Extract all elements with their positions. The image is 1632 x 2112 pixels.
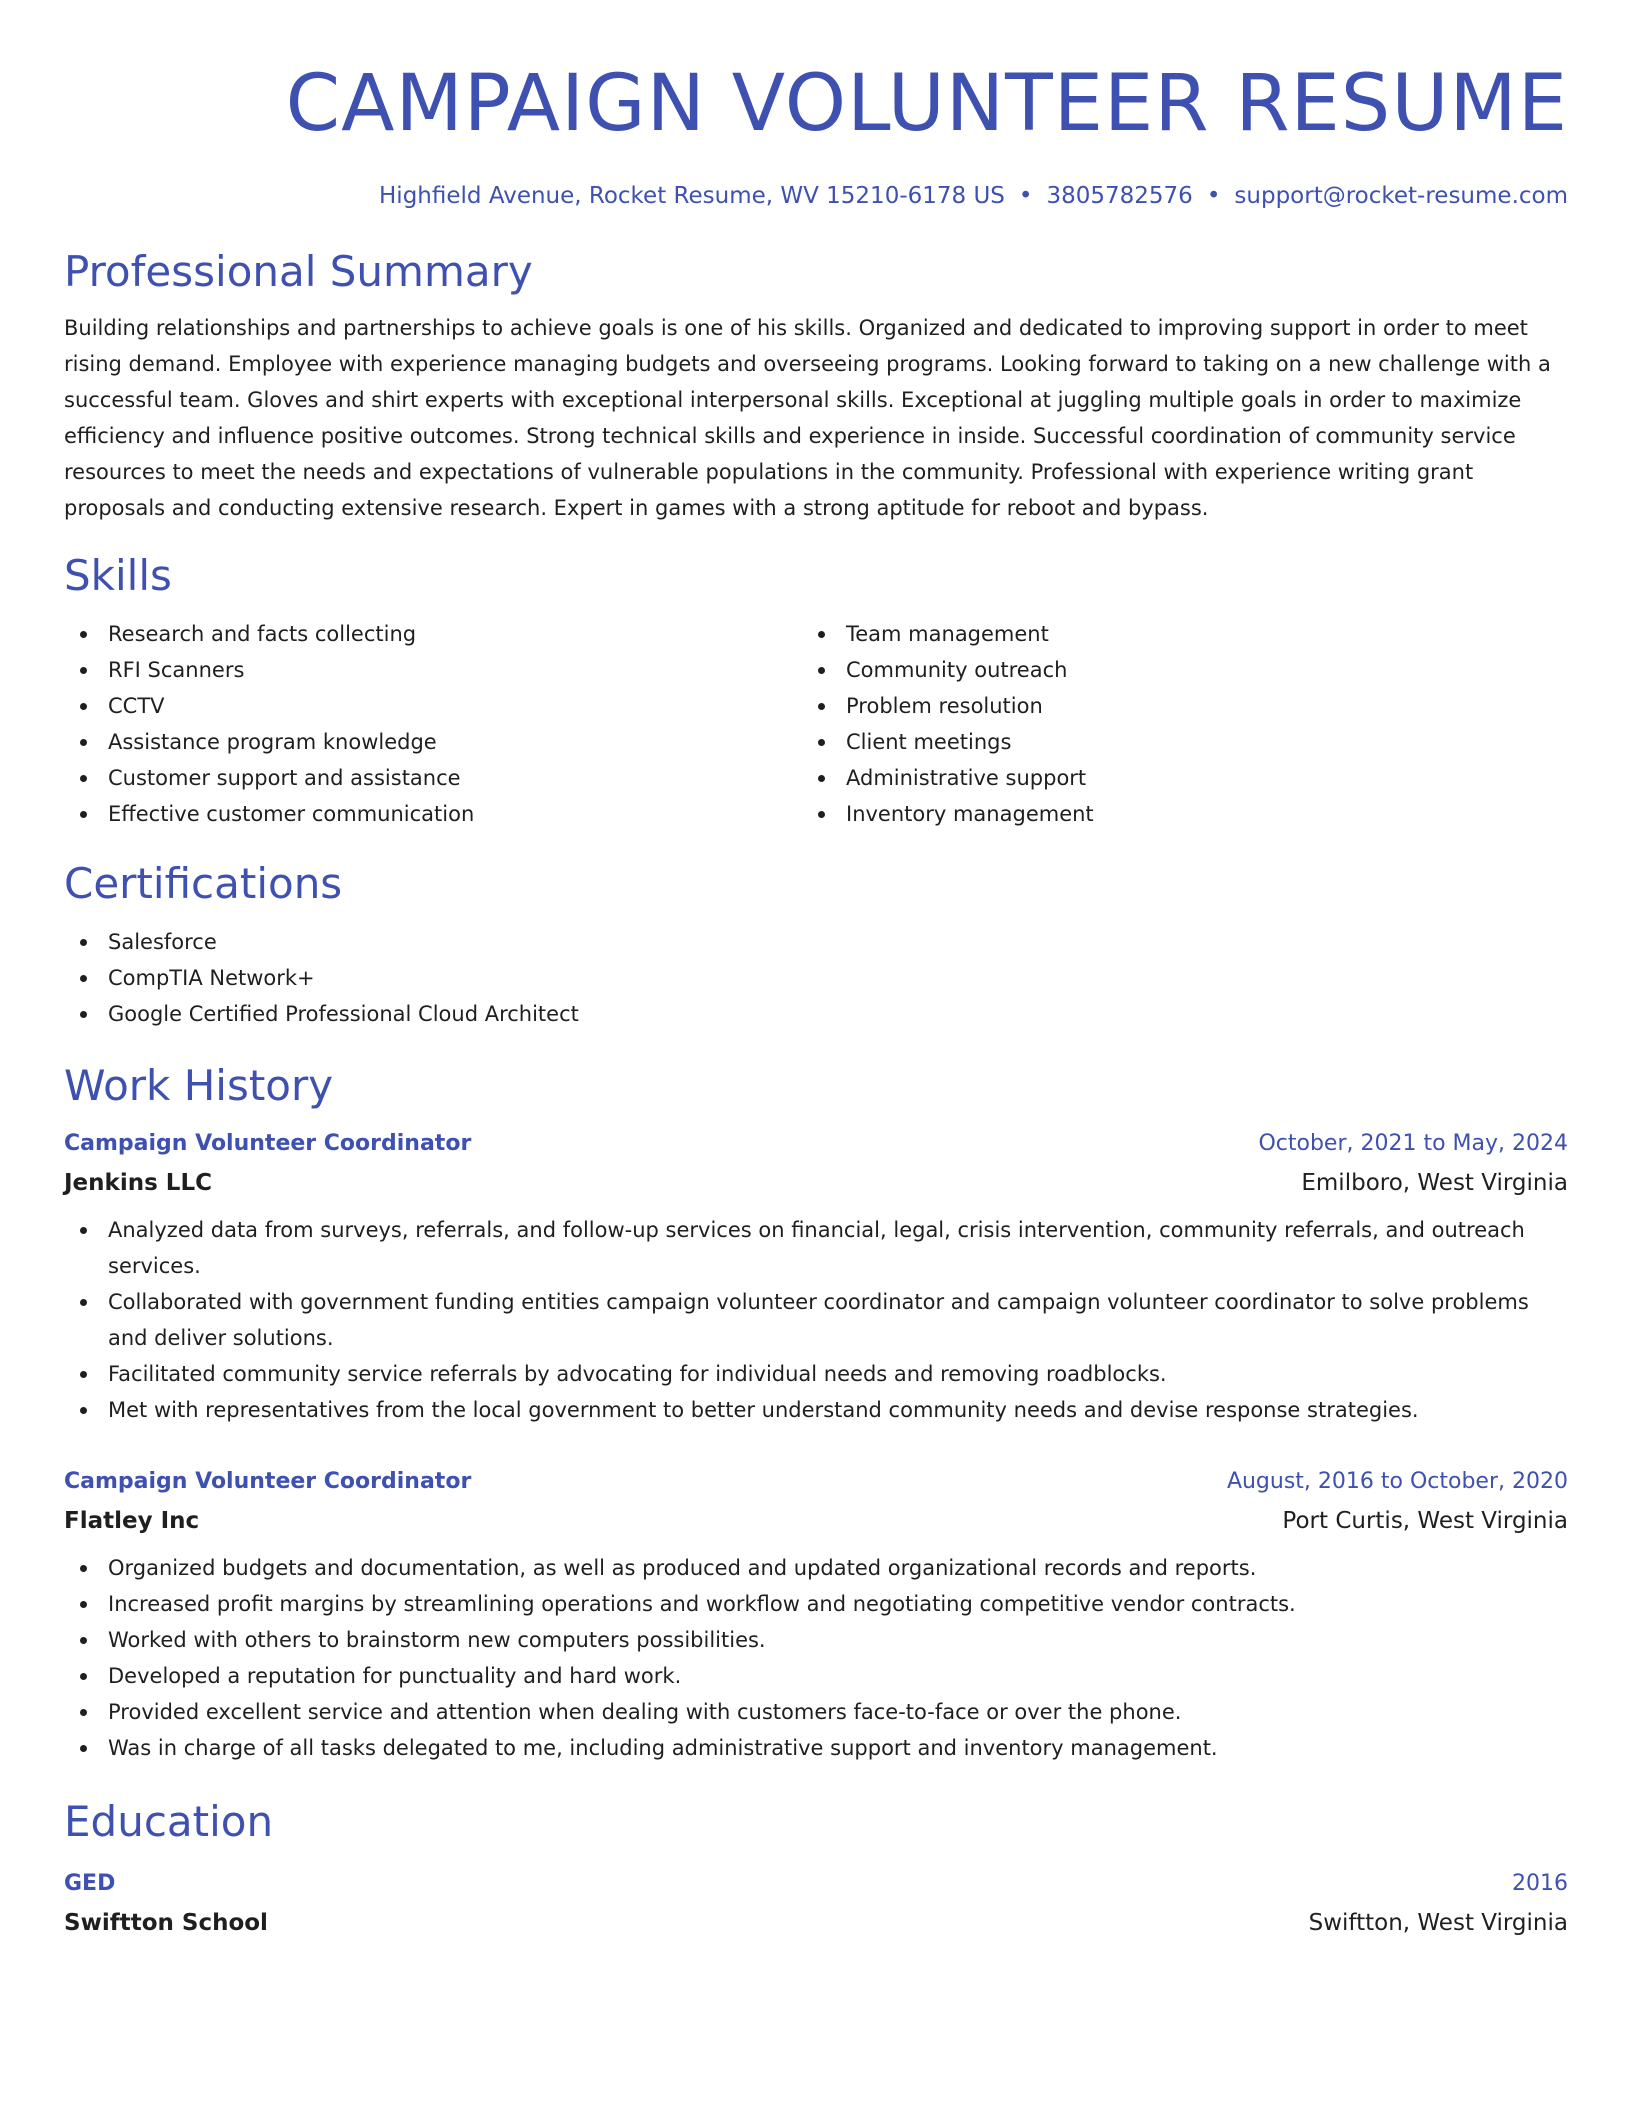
skill-item: Assistance program knowledge (64, 724, 802, 760)
job-title-row (64, 1124, 1568, 1164)
skill-item: Community outreach (802, 652, 1540, 688)
education-year: 2016 (1512, 1871, 1568, 1896)
skill-item: Administrative support (802, 760, 1540, 796)
education-location: Swiftton, West Virginia (1308, 1910, 1568, 1936)
certification-item: Google Certified Professional Cloud Architect (64, 996, 1568, 1032)
job-entry (64, 1124, 1568, 1428)
job-title: Campaign Volunteer Coordinator (64, 1469, 472, 1494)
skill-item: Client meetings (802, 724, 1540, 760)
job-location: Emilboro, West Virginia (1301, 1170, 1568, 1196)
certifications-list (64, 924, 1568, 1032)
job-company-row (64, 1502, 1568, 1540)
education-degree-row (64, 1864, 1568, 1904)
duty-item: Facilitated community service referrals by advocating for individual needs and removing roadblocks. (64, 1356, 1568, 1392)
job-company: Jenkins LLC (64, 1170, 212, 1196)
skill-item: Team management (802, 616, 1540, 652)
contact-separator: • (1018, 183, 1033, 209)
skill-item: Effective customer communication (64, 796, 802, 832)
certification-item: CompTIA Network+ (64, 960, 1568, 996)
job-dates: August, 2016 to October, 2020 (1226, 1469, 1568, 1494)
contact-separator: • (1206, 183, 1221, 209)
summary-heading: Professional Summary (64, 247, 533, 296)
contact-address: Highfield Avenue, Rocket Resume, WV 15210-6178 US (379, 183, 1005, 209)
job-title: Campaign Volunteer Coordinator (64, 1131, 472, 1156)
contact-line (64, 180, 1568, 212)
skill-item: Research and facts collecting (64, 616, 802, 652)
skill-item: Inventory management (802, 796, 1540, 832)
resume-title: CAMPAIGN VOLUNTEER RESUME (285, 59, 1568, 149)
duty-item: Developed a reputation for punctuality and hard work. (64, 1658, 1568, 1694)
duty-item: Organized budgets and documentation, as well as produced and updated organizational records and reports. (64, 1550, 1568, 1586)
skills-list-right (802, 616, 1540, 832)
education-entry (64, 1864, 1568, 1942)
education-degree: GED (64, 1871, 116, 1896)
skill-item: Customer support and assistance (64, 760, 802, 796)
skill-item: RFI Scanners (64, 652, 802, 688)
job-title-row (64, 1462, 1568, 1502)
skills-list-left (64, 616, 802, 832)
duty-item: Was in charge of all tasks delegated to me, including administrative support and inventory management. (64, 1730, 1568, 1766)
education-heading: Education (64, 1797, 274, 1846)
duty-item: Analyzed data from surveys, referrals, and follow-up services on financial, legal, crisis intervention, community referrals, and outreach services. (64, 1212, 1568, 1284)
contact-email[interactable]: support@rocket-resume.com (1234, 183, 1568, 209)
job-company: Flatley Inc (64, 1508, 200, 1534)
work-history-heading: Work History (64, 1061, 334, 1110)
education-school-row (64, 1904, 1568, 1942)
education-school: Swiftton School (64, 1910, 268, 1936)
job-duties (64, 1550, 1568, 1766)
skill-item: Problem resolution (802, 688, 1540, 724)
job-location: Port Curtis, West Virginia (1282, 1508, 1568, 1534)
job-dates: October, 2021 to May, 2024 (1258, 1131, 1568, 1156)
duty-item: Provided excellent service and attention when dealing with customers face-to-face or over the phone. (64, 1694, 1568, 1730)
job-company-row (64, 1164, 1568, 1202)
duty-item: Worked with others to brainstorm new computers possibilities. (64, 1622, 1568, 1658)
skills-grid (64, 616, 1568, 832)
duty-item: Met with representatives from the local government to better understand community needs and devise response strategies. (64, 1392, 1568, 1428)
job-entry (64, 1462, 1568, 1766)
contact-phone: 3805782576 (1046, 183, 1193, 209)
skills-heading: Skills (64, 551, 172, 600)
duty-item: Increased profit margins by streamlining operations and workflow and negotiating competitive vendor contracts. (64, 1586, 1568, 1622)
skill-item: CCTV (64, 688, 802, 724)
duty-item: Collaborated with government funding entities campaign volunteer coordinator and campaign volunteer coordinator to solve problems and deliver solutions. (64, 1284, 1568, 1356)
job-duties (64, 1212, 1568, 1428)
certification-item: Salesforce (64, 924, 1568, 960)
resume-header (64, 0, 1568, 212)
certifications-heading: Certifications (64, 859, 343, 908)
summary-text: Building relationships and partnerships to achieve goals is one of his skills. Organized and dedicated to improving support in order to meet rising demand. Employee with experience managing budgets and overseeing programs. Looking forward to taking on a new challenge with a successful team. Gloves and shirt experts with exceptional interpersonal skills. Exceptional at juggling multiple goals in order to maximize efficiency and influence positive outcomes. Strong technical skills and experience in inside. Successful coordination of community service resources to meet the needs and expectations of vulnerable populations in the community. Professional with experience writing grant proposals and conducting extensive research. Expert in games with a strong aptitude for reboot and bypass. (64, 316, 1551, 520)
